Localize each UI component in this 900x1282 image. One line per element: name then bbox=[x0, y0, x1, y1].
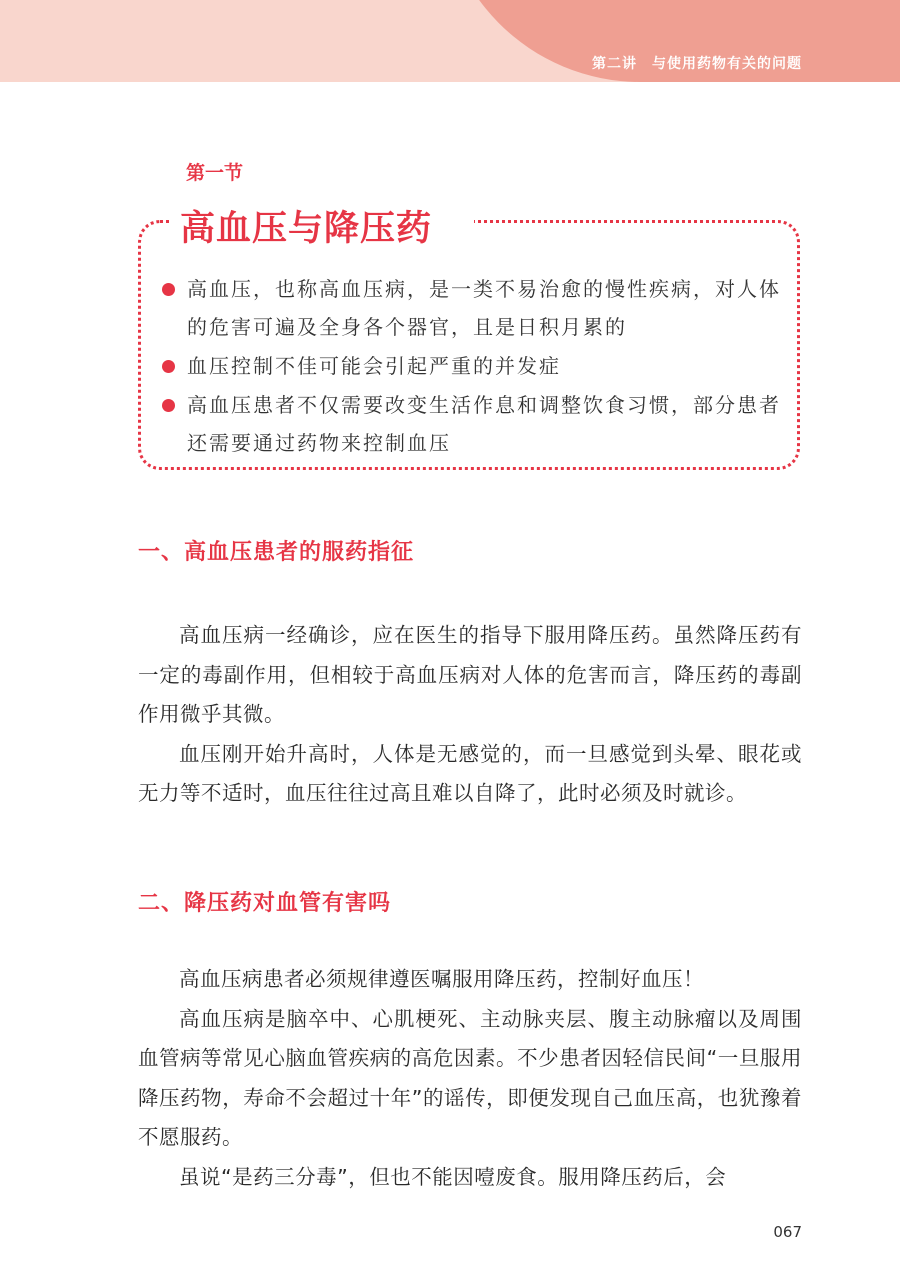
page-number: 067 bbox=[773, 1223, 802, 1241]
part2-body bbox=[138, 960, 802, 1197]
section-label: 第一节 bbox=[186, 162, 244, 184]
heading-part1: 一、高血压患者的服药指征 bbox=[138, 540, 415, 565]
summary-bullet-list bbox=[160, 270, 790, 463]
heading-part2: 二、降压药对血管有害吗 bbox=[138, 891, 392, 916]
summary-bullet: 高血压患者不仅需要改变生活作息和调整饮食习惯，部分患者还需要通过药物来控制血压 bbox=[160, 386, 790, 462]
paragraph: 血压刚开始升高时，人体是无感觉的，而一旦感觉到头晕、眼花或无力等不适时，血压往往过高且难以自降了，此时必须及时就诊。 bbox=[138, 741, 802, 805]
running-title: 第二讲 与使用药物有关的问题 bbox=[592, 56, 802, 72]
paragraph: 虽说“是药三分毒”，但也不能因噎废食。服用降压药后，会 bbox=[179, 1164, 727, 1189]
summary-bullet: 血压控制不佳可能会引起严重的并发症 bbox=[160, 347, 790, 385]
paragraph: 高血压病是脑卒中、心肌梗死、主动脉夹层、腹主动脉瘤以及周围血管病等常见心脑血管疾病的高危因素。不少患者因轻信民间“一旦服用降压药物，寿命不会超过十年”的谣传，即便发现自己血压高，也犹豫着不愿服药。 bbox=[138, 1006, 802, 1149]
summary-bullet: 高血压，也称高血压病，是一类不易治愈的慢性疾病，对人体的危害可遍及全身各个器官，且是日积月累的 bbox=[160, 270, 790, 346]
section-title: 高血压与降压药 bbox=[180, 209, 433, 249]
part1-body bbox=[138, 616, 802, 814]
paragraph: 高血压病一经确诊，应在医生的指导下服用降压药。虽然降压药有一定的毒副作用，但相较于高血压病对人体的危害而言，降压药的毒副作用微乎其微。 bbox=[138, 623, 802, 726]
paragraph: 高血压病患者必须规律遵医嘱服用降压药，控制好血压！ bbox=[179, 967, 704, 991]
